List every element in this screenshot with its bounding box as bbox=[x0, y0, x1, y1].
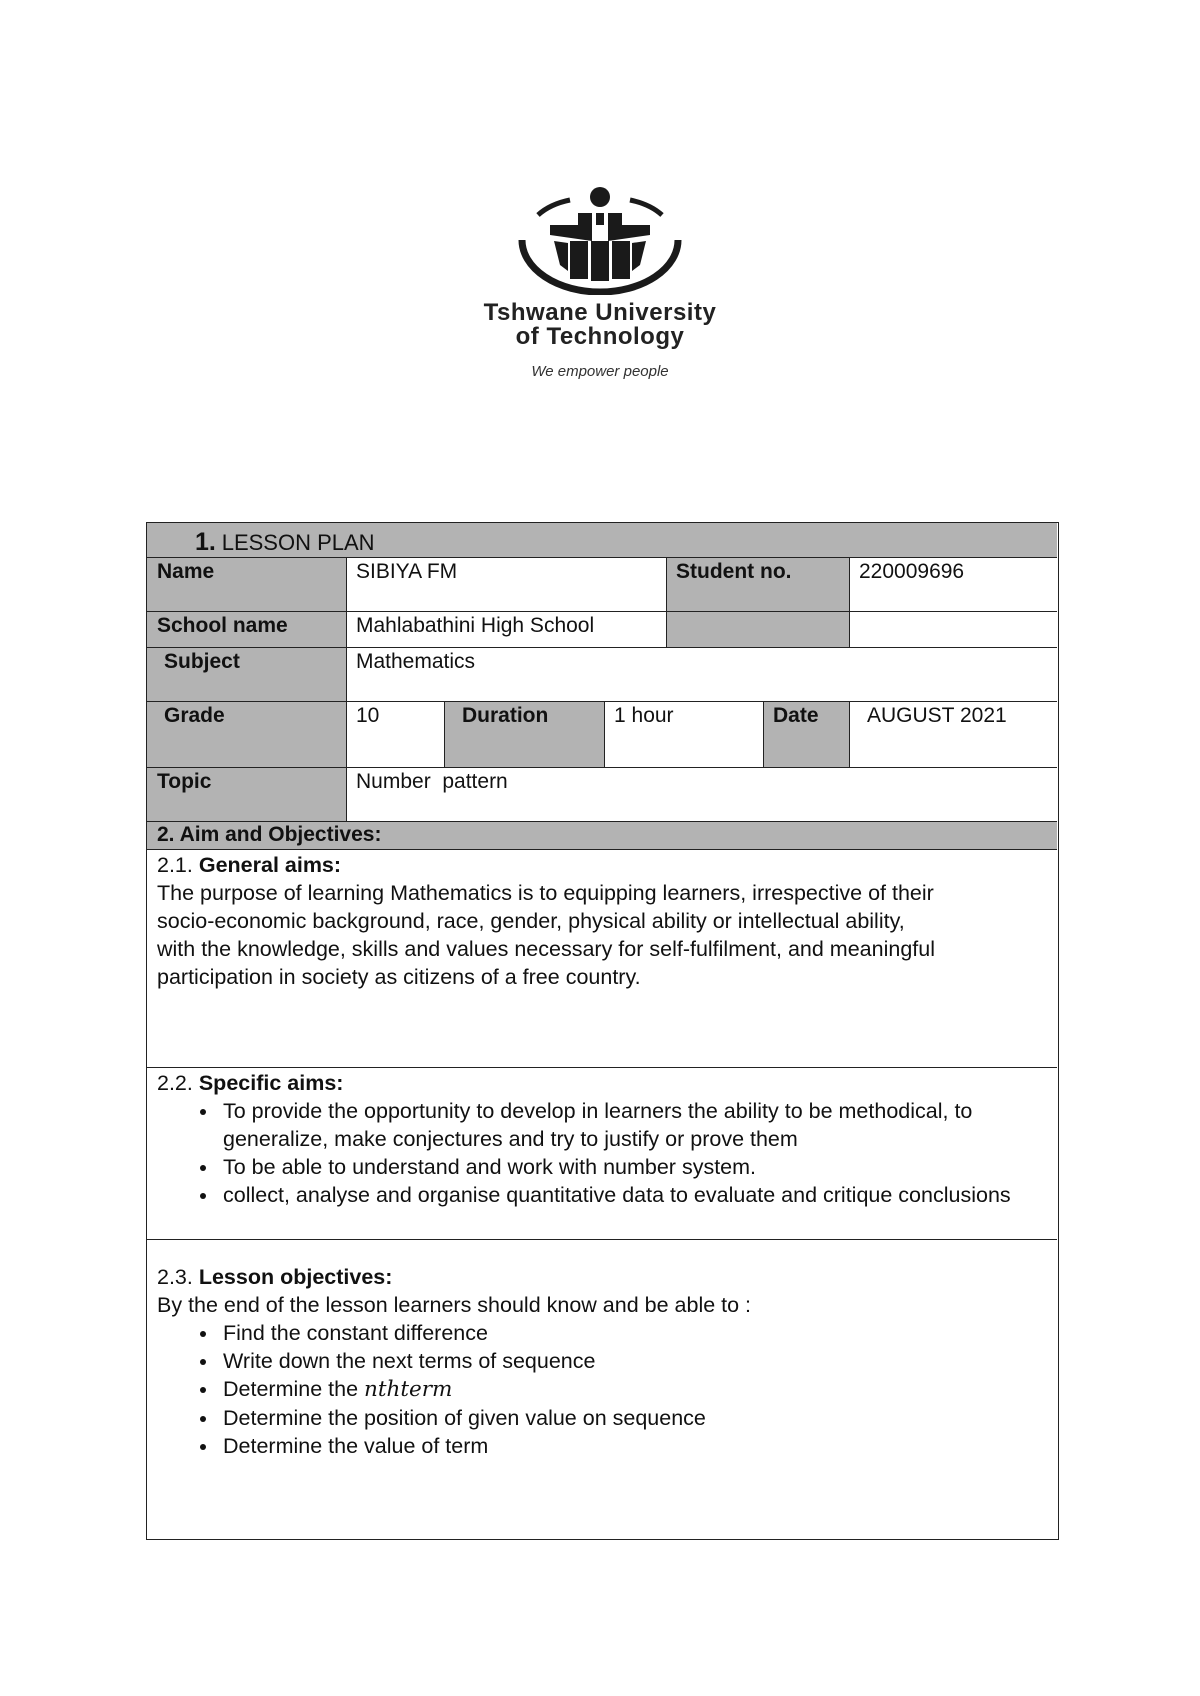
objectives-list bbox=[175, 1319, 1059, 1460]
list-item: • Write down the next terms of sequence bbox=[219, 1347, 1059, 1375]
school-value: Mahlabathini High School bbox=[356, 614, 595, 637]
list-item: • To provide the opportunity to develop in learners the ability to be methodical, to generalize, make conjectures and try to justify or prove them bbox=[219, 1097, 1059, 1153]
date-label: Date bbox=[763, 701, 849, 767]
list-item: • Determine the position of given value on sequence bbox=[219, 1404, 1059, 1432]
school-label: School name bbox=[147, 611, 346, 647]
section-2-header: 2. Aim and Objectives: bbox=[147, 821, 1057, 849]
general-aims-heading bbox=[157, 851, 341, 879]
blank-gray-cell bbox=[666, 611, 849, 647]
topic-label: Topic bbox=[147, 767, 346, 821]
tut-emblem-icon bbox=[510, 185, 690, 295]
list-item: • collect, analyse and organise quantitative data to evaluate and critique conclusions bbox=[219, 1181, 1059, 1209]
list-item: • Determine the value of term bbox=[219, 1432, 1059, 1460]
student-no-label: Student no. bbox=[666, 557, 849, 611]
lesson-objectives-section bbox=[147, 1239, 1057, 1539]
subject-value: Mathematics bbox=[356, 650, 476, 673]
section-1-title: LESSON PLAN bbox=[221, 530, 375, 555]
general-aims-title: General aims: bbox=[198, 853, 342, 877]
subject-label: Subject bbox=[147, 647, 346, 701]
university-tagline: We empower people bbox=[531, 363, 669, 380]
specific-aims-list bbox=[175, 1097, 1059, 1209]
date-value: AUGUST 2021 bbox=[867, 704, 1007, 727]
specific-aims-number: 2.2. bbox=[157, 1071, 199, 1095]
duration-value: 1 hour bbox=[614, 704, 674, 727]
university-logo bbox=[445, 185, 755, 385]
objectives-title: Lesson objectives: bbox=[198, 1265, 393, 1289]
blank-cell bbox=[849, 611, 1057, 647]
objectives-number: 2.3. bbox=[157, 1265, 199, 1289]
lesson-plan-table bbox=[146, 522, 1059, 1540]
grade-value: 10 bbox=[356, 704, 380, 727]
specific-aims-title: Specific aims: bbox=[198, 1071, 344, 1095]
section-1-header bbox=[147, 523, 1057, 557]
duration-label: Duration bbox=[444, 701, 604, 767]
grade-label: Grade bbox=[147, 701, 346, 767]
list-item bbox=[219, 1375, 1059, 1404]
topic-value: Number pattern bbox=[356, 770, 508, 793]
name-label: Name bbox=[147, 557, 346, 611]
objectives-intro: By the end of the lesson learners should know and be able to : bbox=[157, 1293, 752, 1317]
list-item: • Find the constant difference bbox=[219, 1319, 1059, 1347]
general-aims-line: The purpose of learning Mathematics is to equipping learners, irrespective of their bbox=[157, 881, 934, 905]
university-name-line2: of Technology bbox=[515, 323, 685, 350]
student-no-value: 220009696 bbox=[859, 560, 965, 583]
objectives-heading bbox=[157, 1263, 392, 1291]
general-aims-line: with the knowledge, skills and values necessary for self-fulfilment, and meaningful bbox=[157, 937, 935, 961]
general-aims-line: socio-economic background, race, gender, physical ability or intellectual ability, bbox=[157, 909, 905, 933]
section-1-number: 1. bbox=[195, 528, 216, 556]
list-item-text: Determine the bbox=[223, 1377, 365, 1401]
list-item: • To be able to understand and work with number system. bbox=[219, 1153, 1059, 1181]
name-value: SIBIYA FM bbox=[356, 560, 458, 583]
general-aims-number: 2.1. bbox=[157, 853, 199, 877]
university-name-line1: Tshwane University bbox=[483, 299, 717, 326]
nth-term-formula: nthterm bbox=[364, 1377, 453, 1402]
specific-aims-section bbox=[147, 1067, 1057, 1239]
specific-aims-heading bbox=[157, 1069, 343, 1097]
general-aims-line: participation in society as citizens of a free country. bbox=[157, 965, 641, 989]
general-aims-section bbox=[147, 849, 1057, 1067]
